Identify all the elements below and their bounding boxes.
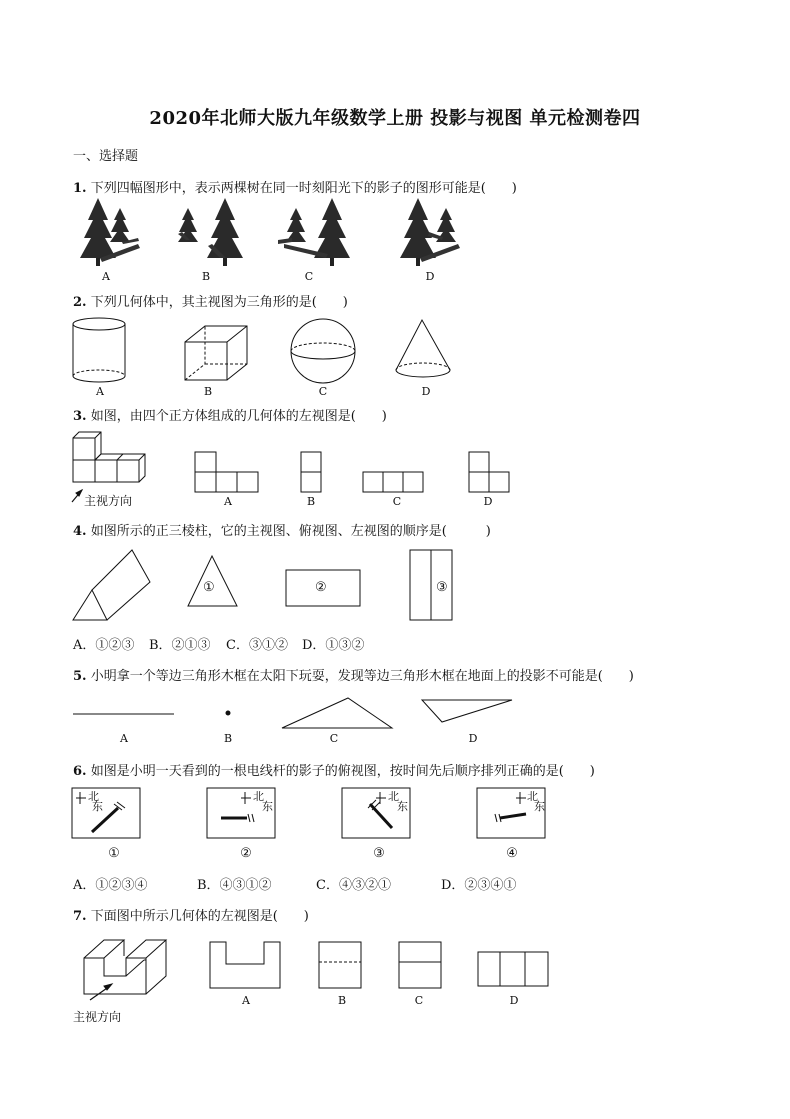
q4-option-b: B．②①③ [149,638,211,653]
question-5 [73,665,634,684]
q6-shadows-figure [70,786,550,842]
compass-east: 东 [534,800,545,813]
triangle-shape [422,700,512,722]
option-a-view [210,942,280,988]
question-1 [73,177,517,196]
question-number: 5. [73,669,87,684]
q3-cubes-figure [70,432,520,494]
q7-label-d: D [509,994,519,1007]
q7-label-a: A [242,994,250,1007]
option-b-view [319,942,361,988]
q6-label-2: ② [240,846,252,861]
mark-1: ① [203,580,215,595]
compass-north: 北 [527,790,538,803]
q6-label-1: ① [108,846,120,861]
q6-option-c: C．④③②① [316,878,391,893]
panel-1 [72,788,140,838]
obtuse-triangle-shape [282,698,392,728]
q4-option-a: A．①②③ [73,638,135,653]
question-number: 7. [73,909,87,924]
question-text: 如图所示的正三棱柱，它的主视图、俯视图、左视图的顺序是( ) [90,524,491,539]
cone-shape [396,320,450,377]
q4-option-c: C．③①② [226,638,288,653]
question-3 [73,405,387,424]
section-heading: 一、选择题 [73,149,139,164]
option-b-view [301,452,321,492]
q6-label-3: ③ [373,846,385,861]
question-text: 下面图中所示几何体的左视图是( ) [90,909,309,924]
page-title: 2020年北师大版九年级数学上册 投影与视图 单元检测卷四 [149,108,641,129]
q1-label-d: D [425,270,435,283]
option-c-figure [278,198,350,266]
compass-north: 北 [253,790,264,803]
compass-east: 东 [92,800,103,813]
question-6 [73,760,595,779]
q4-option-d: D．①③② [302,638,365,653]
triangular-prism [73,550,150,620]
question-4 [73,520,491,539]
question-number: 3. [73,409,87,424]
compass-north: 北 [388,790,399,803]
q6-option-d: D．②③④① [441,878,517,893]
question-text: 如图是小明一天看到的一根电线杆的影子的俯视图，按时间先后顺序排列正确的是( ) [90,764,595,779]
question-text: 下列几何体中，其主视图为三角形的是( ) [90,295,348,310]
option-c-view [363,472,423,492]
sphere-shape [291,319,355,383]
q5-label-c: C [329,732,339,745]
q7-label-c: C [414,994,424,1007]
q5-projections-figure [70,694,520,730]
compass-east: 东 [262,800,273,813]
q5-label-d: D [468,732,478,745]
u-shaped-solid [84,940,166,1000]
q2-label-b: B [203,385,213,398]
cube-shape [185,326,247,380]
question-number: 2. [73,295,87,310]
option-b-figure [178,198,243,266]
point-shape [226,711,230,715]
q7-direction-label: 主视方向 [73,1010,122,1024]
q6-option-a: A．①②③④ [73,878,148,893]
question-number: 1. [73,181,87,196]
q3-label-b: B [306,495,316,508]
q2-label-d: D [421,385,431,398]
q5-label-b: B [223,732,233,745]
option-a-view [195,452,258,492]
compass-north: 北 [88,790,99,803]
question-text: 小明拿一个等边三角形木框在太阳下玩耍，发现等边三角形木框在地面上的投影不可能是( ) [90,669,634,684]
q1-label-c: C [304,270,314,283]
mark-3: ③ [436,580,448,595]
q2-label-c: C [318,385,328,398]
q1-trees-figure [70,198,490,270]
q7-label-b: B [337,994,347,1007]
q5-label-a: A [120,732,128,745]
q3-direction-label: 主视方向 [84,494,133,508]
q7-solid-figure [70,938,560,1008]
question-number: 6. [73,764,87,779]
q6-label-4: ④ [506,846,518,861]
q2-label-a: A [96,385,104,398]
q4-prism-figure [70,548,460,624]
question-text: 下列四幅图形中，表示两棵树在同一时刻阳光下的影子的图形可能是( ) [90,181,517,196]
q2-solids-figure [70,316,460,386]
q6-option-b: B．④③①② [197,878,272,893]
q1-label-b: B [201,270,211,283]
question-number: 4. [73,524,87,539]
cylinder-shape [73,318,125,382]
question-2 [73,291,348,310]
mark-2: ② [315,580,327,595]
option-a-figure [80,198,140,266]
q3-label-d: D [483,495,493,508]
option-d-view [478,952,548,986]
option-c-view [399,942,441,988]
compass-east: 东 [397,800,408,813]
question-7 [73,905,309,924]
question-text: 如图，由四个正方体组成的几何体的左视图是( ) [90,409,387,424]
q1-label-a: A [102,270,110,283]
option-d-figure [400,198,460,266]
option-d-view [469,452,509,492]
q3-label-a: A [224,495,232,508]
q3-label-c: C [392,495,402,508]
